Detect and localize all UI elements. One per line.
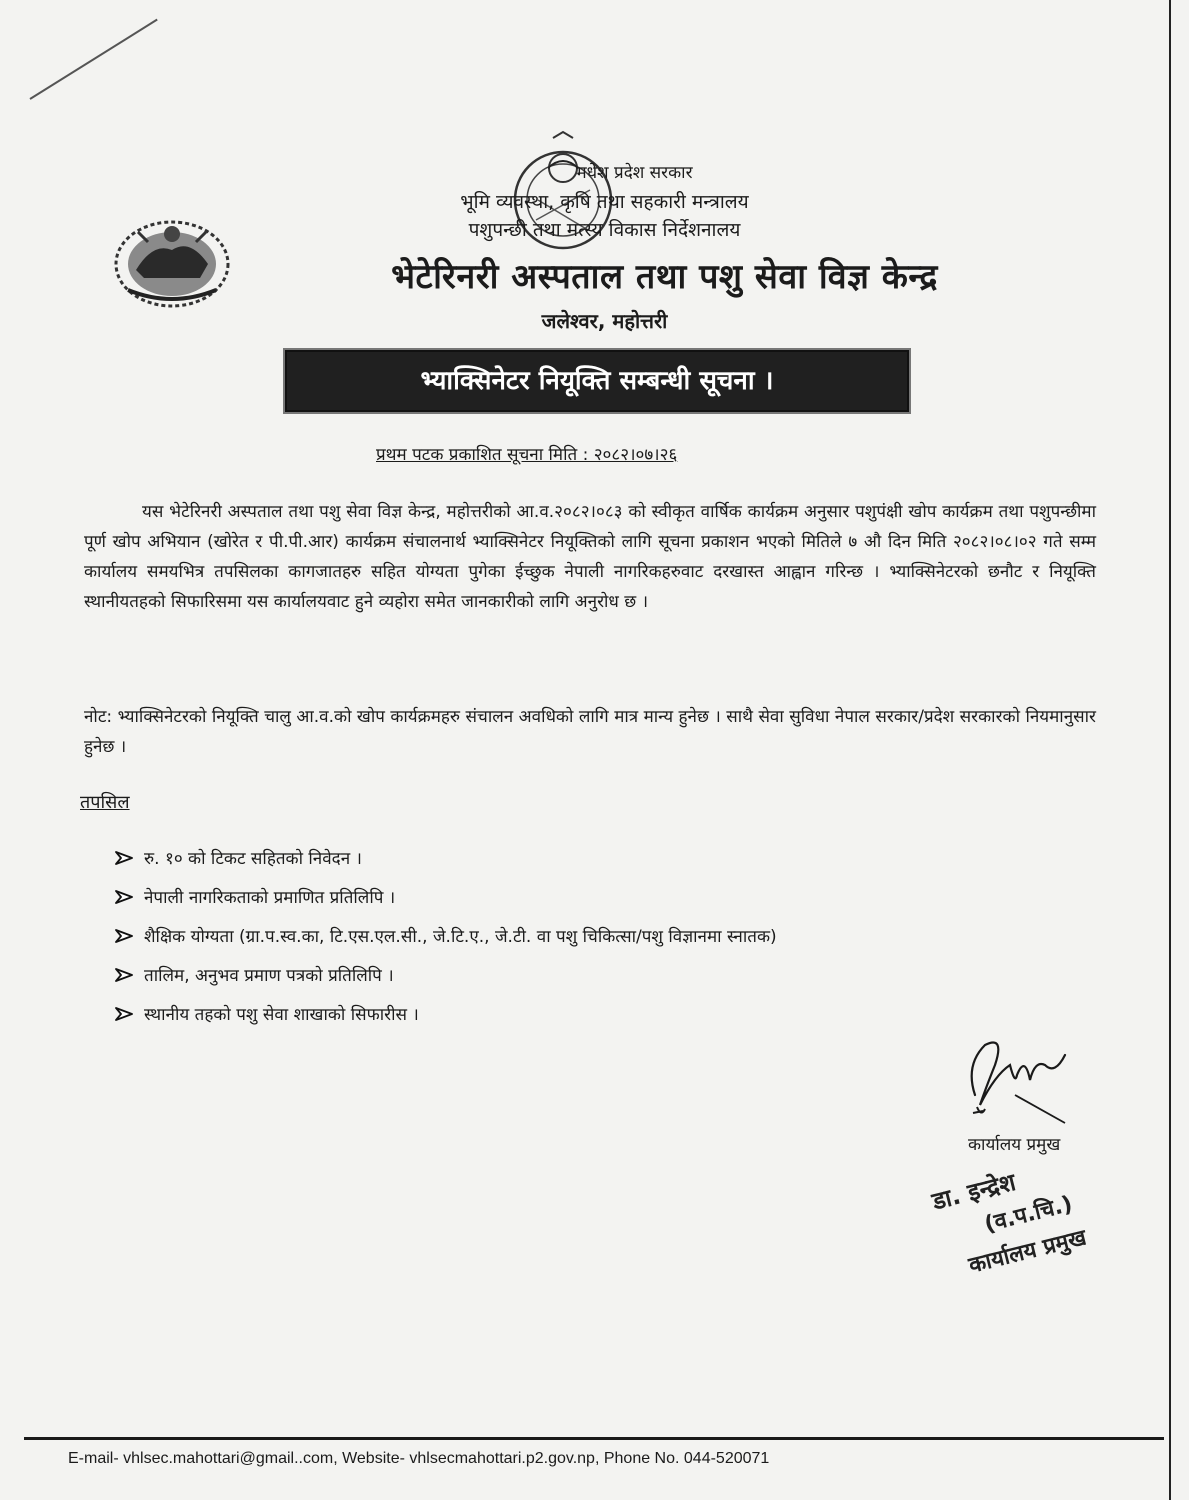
list-item [114, 916, 777, 955]
notice-note: नोट: भ्याक्सिनेटरको नियूक्ति चालु आ.व.को खोप कार्यक्रमहरु संचालन अवधिको लागि मात्र मान्य हुनेछ । साथै सेवा सुविधा नेपाल सरकार/प्रदेश सरकारको नियमानुसार हुनेछ । [84, 707, 1096, 757]
signature-icon [955, 1035, 1075, 1125]
details-heading: तपसिल [80, 792, 130, 813]
arrow-bullet-icon [114, 850, 136, 866]
list-item [114, 955, 777, 994]
notice-title-banner [285, 350, 909, 412]
list-item-text: तालिम, अनुभव प्रमाण पत्रको प्रतिलिपि । [144, 966, 394, 986]
footer-divider [24, 1437, 1164, 1440]
arrow-bullet-icon [114, 1006, 136, 1022]
published-date: प्रथम पटक प्रकाशित सूचना मिति : २०८२।०७।२६ [376, 445, 678, 465]
office-location: जलेश्वर, महोत्तरी [541, 309, 668, 333]
list-item [114, 877, 777, 916]
list-item-text: रु. १० को टिकट सहितको निवेदन । [144, 849, 362, 869]
signatory-label: कार्यालय प्रमुख [968, 1135, 1061, 1155]
signatory-seal [916, 1128, 1144, 1312]
province-line: मधेश प्रदेश सरकार [576, 163, 693, 183]
seal-title: (व.प.चि.) [981, 1191, 1075, 1238]
list-item-text: शैक्षिक योग्यता (ग्रा.प.स्व.का, टि.एस.एल.सी., जे.टि.ए., जे.टी. वा पशु चिकित्सा/पशु विज्ञानमा स्नातक) [144, 927, 777, 947]
scan-mark [29, 19, 157, 100]
seal-name: डा. इन्द्रेश [929, 1167, 1019, 1216]
list-item-text: नेपाली नागरिकताको प्रमाणित प्रतिलिपि । [144, 888, 396, 908]
seal-role: कार्यालय प्रमुख [966, 1225, 1089, 1279]
footer-contact: E-mail- vhlsec.mahottari@gmail..com, Website- vhlsecmahottari.p2.gov.np, Phone No. 044-520071 [68, 1450, 770, 1467]
office-name: भेटेरिनरी अस्पताल तथा पशु सेवा विज्ञ केन्द्र [391, 257, 938, 297]
list-item-text: स्थानीय तहको पशु सेवा शाखाको सिफारीस । [144, 1005, 419, 1025]
ministry-line: भूमि व्यवस्था, कृषि तथा सहकारी मन्त्रालय [460, 191, 749, 213]
arrow-bullet-icon [114, 889, 136, 905]
arrow-bullet-icon [114, 967, 136, 983]
requirements-list [114, 838, 777, 1033]
list-item [114, 838, 777, 877]
directorate-line: पशुपन्छी तथा मत्स्य विकास निर्देशनालय [468, 219, 741, 241]
notice-title: भ्याक्सिनेटर नियूक्ति सम्बन्धी सूचना । [420, 366, 774, 396]
notice-body: यस भेटेरिनरी अस्पताल तथा पशु सेवा विज्ञ केन्द्र, महोत्तरीको आ.व.२०८२।०८३ को स्वीकृत वार्षिक कार्यक्रम अनुसार पशुपंक्षी खोप कार्यक्रम तथा पशुपन्छीमा पूर्ण खोप अभियान (खोरेत र पी.पी.आर) कार्यक्रम संचालनार्थ भ्याक्सिनेटर नियूक्तिको लागि सूचना प्रकाशन भएको मितिले ७ औ दिन मिति २०८२।०८।०२ गते सम्म कार्यालय समयभित्र तपसिलका कागजातहरु सहित योग्यता पुगेका ईच्छुक नेपाली नागरिकहरुवाट दरखास्त आह्वान गरिन्छ । भ्याक्सिनेटरको छनौट र नियूक्ति स्थानीयतहको सिफारिसमा यस कार्यालयवाट हुने व्यहोरा समेत जानकारीको लागि अनुरोध छ । [84, 502, 1096, 612]
arrow-bullet-icon [114, 928, 136, 944]
list-item [114, 994, 777, 1033]
